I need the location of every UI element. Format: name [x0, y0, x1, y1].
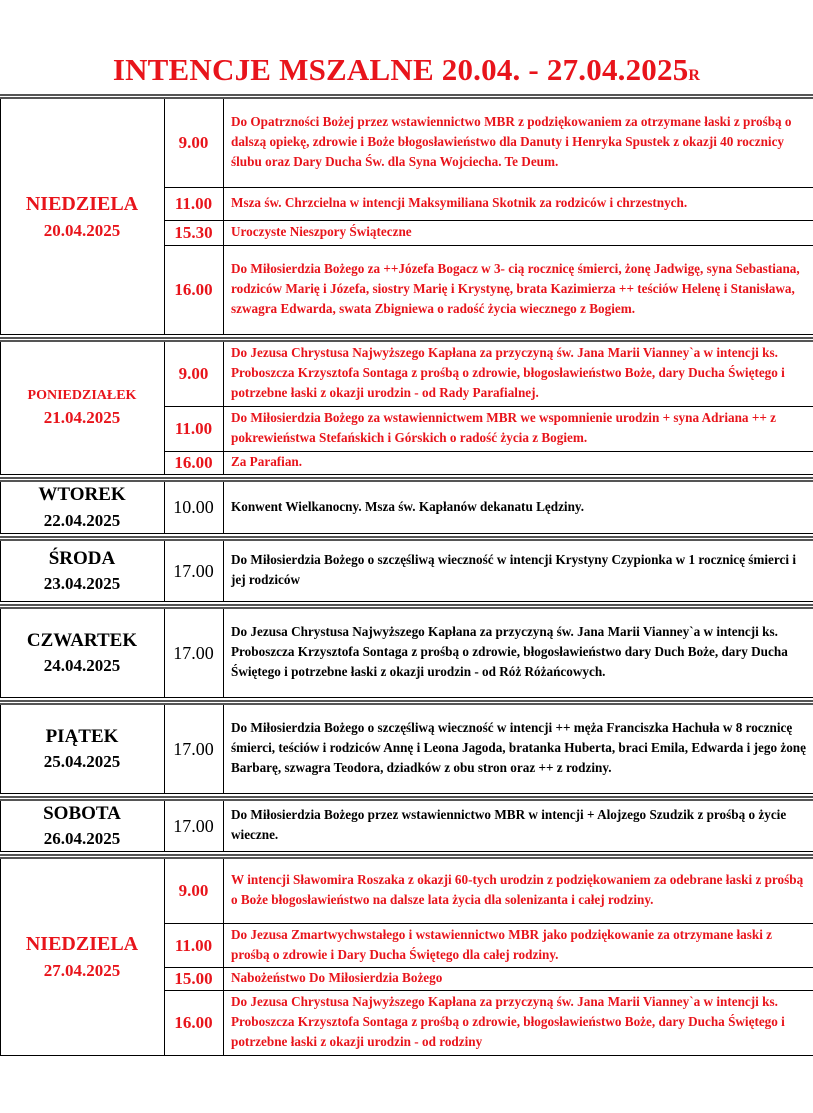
mass-intention: Do Jezusa Zmartwychwstałego i wstawiennictwo MBR jako podziękowanie za otrzymane łaski z prośbą o zdrowie i Dary Ducha Świętego dla całej rodziny.	[231, 926, 773, 962]
day-date: 24.04.2025	[43, 656, 121, 676]
mass-row	[164, 342, 813, 407]
day-name: WTOREK	[38, 484, 126, 506]
day-date: 25.04.2025	[43, 752, 121, 772]
mass-time: 15.30	[164, 221, 224, 245]
mass-time: 11.00	[164, 188, 224, 220]
day-date: 21.04.2025	[43, 407, 121, 427]
mass-time: 16.00	[164, 246, 224, 334]
title-main: INTENCJE MSZALNE 20.04. - 27.04.2025	[112, 52, 689, 87]
mass-row	[164, 246, 813, 334]
day-name: ŚRODA	[48, 547, 116, 569]
mass-time: 16.00	[164, 452, 224, 474]
mass-row	[164, 221, 813, 246]
mass-row	[164, 924, 813, 968]
title-suffix: R	[688, 67, 701, 84]
day-block-tuesday	[0, 477, 813, 534]
mass-time: 16.00	[164, 991, 224, 1055]
day-name: PONIEDZIAŁEK	[27, 387, 137, 403]
mass-time: 10.00	[164, 482, 224, 533]
day-name: NIEDZIELA	[25, 192, 139, 215]
mass-row	[164, 991, 813, 1055]
mass-time: 17.00	[164, 541, 224, 601]
mass-time: 11.00	[164, 407, 224, 451]
day-block-sunday-2	[0, 854, 813, 1056]
mass-intention: Nabożeństwo Do Miłosierdzia Bożego	[231, 970, 443, 985]
mass-intention: Do Jezusa Chrystusa Najwyższego Kapłana za przyczyną św. Jana Marii Vianney`a w intencji ks. Proboszcza Krzysztofa Sontaga z prośbą o zdrowie, błogosławieństwo dary Duch Boże, dary Ducha Świętego i potrzebne łaski z okazji urodzin - od Róż Różańcowych.	[231, 624, 788, 679]
mass-row	[164, 452, 813, 474]
mass-row	[164, 482, 813, 533]
mass-row	[164, 609, 813, 697]
mass-time: 9.00	[164, 859, 224, 923]
mass-intention: Do Miłosierdzia Bożego przez wstawiennictwo MBR w intencji + Alojzego Szudzik z prośbą o życie wieczne.	[231, 807, 787, 842]
day-block-saturday	[0, 796, 813, 852]
day-block-monday	[0, 337, 813, 475]
mass-intention: Do Miłosierdzia Bożego o szczęśliwą wieczność w intencji ++ męża Franciszka Hachuła w 8 rocznicę śmierci, teściów i rodziców Annę i Leona Jagoda, bratanka Huberta, braci Emila, Edwarda i jego żonę Barbarę, szwagra Teodora, dziadków z obu stron oraz ++ z rodziny.	[231, 720, 806, 775]
day-date: 26.04.2025	[43, 829, 121, 849]
mass-intention: Do Jezusa Chrystusa Najwyższego Kapłana za przyczyną św. Jana Marii Vianney`a w intencji ks. Proboszcza Krzysztofa Sontaga z prośbą o zdrowie, błogosławieństwo Boże, dary Ducha Świętego i potrzebne łaski z okazji urodzin - od Rady Parafialnej.	[231, 345, 785, 400]
mass-time: 9.00	[164, 342, 224, 406]
mass-intention: Do Jezusa Chrystusa Najwyższego Kapłana za przyczyną św. Jana Marii Vianney`a w intencji ks. Proboszcza Krzysztofa Sontaga z prośbą o zdrowie, błogosławieństwo Boże, dary Ducha Świętego i potrzebne łaski z okazji urodzin - od rodziny	[231, 994, 785, 1049]
mass-row	[164, 407, 813, 452]
day-header	[0, 705, 164, 793]
day-date: 22.04.2025	[43, 510, 121, 530]
mass-row	[164, 801, 813, 851]
day-block-thursday	[0, 604, 813, 698]
day-header	[0, 99, 164, 334]
mass-time: 17.00	[164, 705, 224, 793]
day-header	[0, 609, 164, 697]
day-header	[0, 859, 164, 1055]
day-name: PIĄTEK	[45, 725, 119, 747]
day-header	[0, 342, 164, 474]
page-title	[0, 52, 813, 88]
day-name: NIEDZIELA	[25, 933, 139, 956]
day-block-friday	[0, 700, 813, 794]
mass-time: 9.00	[164, 99, 224, 187]
mass-row	[164, 188, 813, 221]
mass-intention: Uroczyste Nieszpory Świąteczne	[231, 224, 412, 239]
mass-time: 15.00	[164, 968, 224, 990]
mass-time: 17.00	[164, 801, 224, 851]
mass-time: 17.00	[164, 609, 224, 697]
mass-time: 11.00	[164, 924, 224, 967]
mass-row	[164, 859, 813, 924]
day-name: SOBOTA	[43, 802, 121, 824]
day-date: 23.04.2025	[43, 574, 121, 594]
day-date: 27.04.2025	[43, 961, 121, 981]
schedule-table	[0, 94, 813, 1056]
day-header	[0, 541, 164, 601]
day-date: 20.04.2025	[43, 220, 121, 240]
mass-intention: Do Miłosierdzia Bożego za ++Józefa Bogacz w 3- cią rocznicę śmierci, żonę Jadwigę, syna Sebastiana, rodziców Marię i Józefa, siostry Marię i Krystynę, brata Kazimierza ++ teściów Helenę i Stanisława, szwagra Edwarda, swata Zbigniewa o radość życia wiecznego z Bogiem.	[231, 261, 800, 316]
day-header	[0, 801, 164, 851]
mass-row	[164, 968, 813, 991]
mass-intention: Za Parafian.	[231, 454, 303, 469]
mass-intention: W intencji Sławomira Roszaka z okazji 60-tych urodzin z podziękowaniem za odebrane łaski z prośbą o Boże błogosławieństwo na dalsze lata życia dla solenizanta i całej rodziny.	[231, 872, 804, 907]
day-name: CZWARTEK	[26, 629, 138, 651]
mass-intention: Do Miłosierdzia Bożego za wstawiennictwem MBR we wspomnienie urodzin + syna Adriana ++ z pokrewieństwa Stefańskich i Górskich o radość życia z Bogiem.	[231, 410, 777, 445]
mass-row	[164, 541, 813, 601]
mass-row	[164, 705, 813, 793]
mass-row	[164, 99, 813, 188]
mass-intention: Msza św. Chrzcielna w intencji Maksymiliana Skotnik za rodziców i chrzestnych.	[231, 195, 688, 210]
mass-intention: Konwent Wielkanocny. Msza św. Kapłanów dekanatu Lędziny.	[231, 498, 585, 514]
mass-intention: Do Miłosierdzia Bożego o szczęśliwą wieczność w intencji Krystyny Czypionka w 1 rocznicę śmierci i jej rodziców	[231, 552, 797, 587]
day-header	[0, 482, 164, 533]
day-block-sunday-1	[0, 94, 813, 335]
mass-intention: Do Opatrzności Bożej przez wstawiennictwo MBR z podziękowaniem za otrzymane łaski z prośbą o dalszą opiekę, zdrowie i Boże błogosławieństwo dla Danuty i Henryka Spustek z okazji 40 rocznicy ślubu oraz Dary Ducha Św. dla Syna Wojciecha. Te Deum.	[231, 114, 792, 169]
day-block-wednesday	[0, 536, 813, 602]
